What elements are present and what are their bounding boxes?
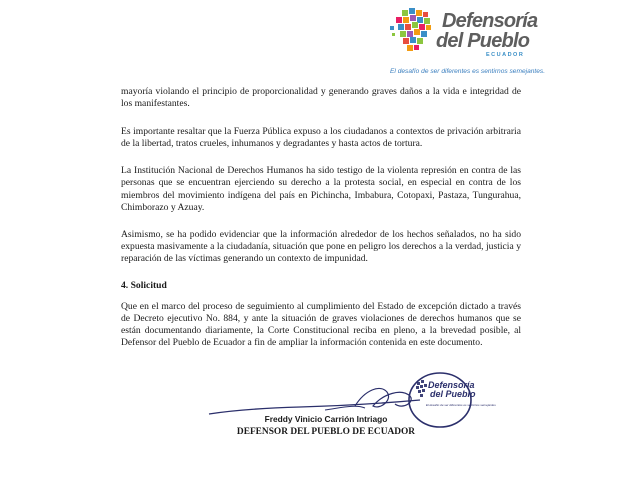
- paragraph: Asimismo, se ha podido evidenciar que la información alrededor de los hechos señalados, no ha sido expuesta masivamente a la ciudadanía, situación que pone en peligro los derechos a la verdad, justicia y reparación de las víctimas generando un contexto de impunidad.: [121, 228, 521, 264]
- signer-name: Freddy Vinicio Carrión Intriago: [264, 414, 388, 424]
- signer-title: DEFENSOR DEL PUEBLO DE ECUADOR: [236, 427, 416, 437]
- logo-tagline: El desafío de ser diferentes es sentirnos semejantes.: [390, 68, 546, 75]
- ecuador-map-icon: [388, 6, 442, 60]
- paragraph: mayoría violando el principio de proporcionalidad y generando graves daños a la vida e integridad de los manifestantes.: [121, 86, 521, 110]
- stamp-line1: Defensoría: [428, 380, 475, 390]
- stamp-tagline: El desafío de ser diferentes es sentirnos semejantes: [426, 403, 496, 407]
- request-paragraph: Que en el marco del proceso de seguimiento al cumplimiento del Estado de excepción dictado a través de Decreto ejecutivo No. 884, y ante la situación de graves violaciones de derechos humanos que se están documentando diariamente, la Corte Constitucional reciba en pleno, a la brevedad posible, al Defensor del Pueblo de Ecuador a fin de ampliar la información contenida en este documento.: [121, 301, 521, 349]
- stamp-seal-icon: [404, 368, 496, 430]
- logo-title-line2: del Pueblo: [436, 30, 530, 52]
- paragraph: Es importante resaltar que la Fuerza Pública expuso a los ciudadanos a contextos de privación arbitraria de la libertad, tratos crueles, inhumanos y degradantes y hasta actos de tortura.: [121, 126, 521, 150]
- official-stamp: [404, 368, 496, 430]
- logo-title-line1: Defensoría: [442, 10, 538, 32]
- logo-country: ECUADOR: [486, 52, 525, 58]
- document-body: [121, 86, 521, 365]
- section-heading: 4. Solicitud: [121, 280, 167, 292]
- paragraph: La Institución Nacional de Derechos Humanos ha sido testigo de la violenta represión en contra de las personas que se encuentran ejerciendo su derecho a la protesta social, en especial en contra de los miembros del movimiento indígena del país en Pichincha, Imbabura, Cotopaxi, Pastaza, Tungurahua, Chimborazo y Azuay.: [121, 165, 521, 213]
- institution-logo: [388, 4, 638, 80]
- stamp-line2: del Pueblo: [430, 389, 476, 399]
